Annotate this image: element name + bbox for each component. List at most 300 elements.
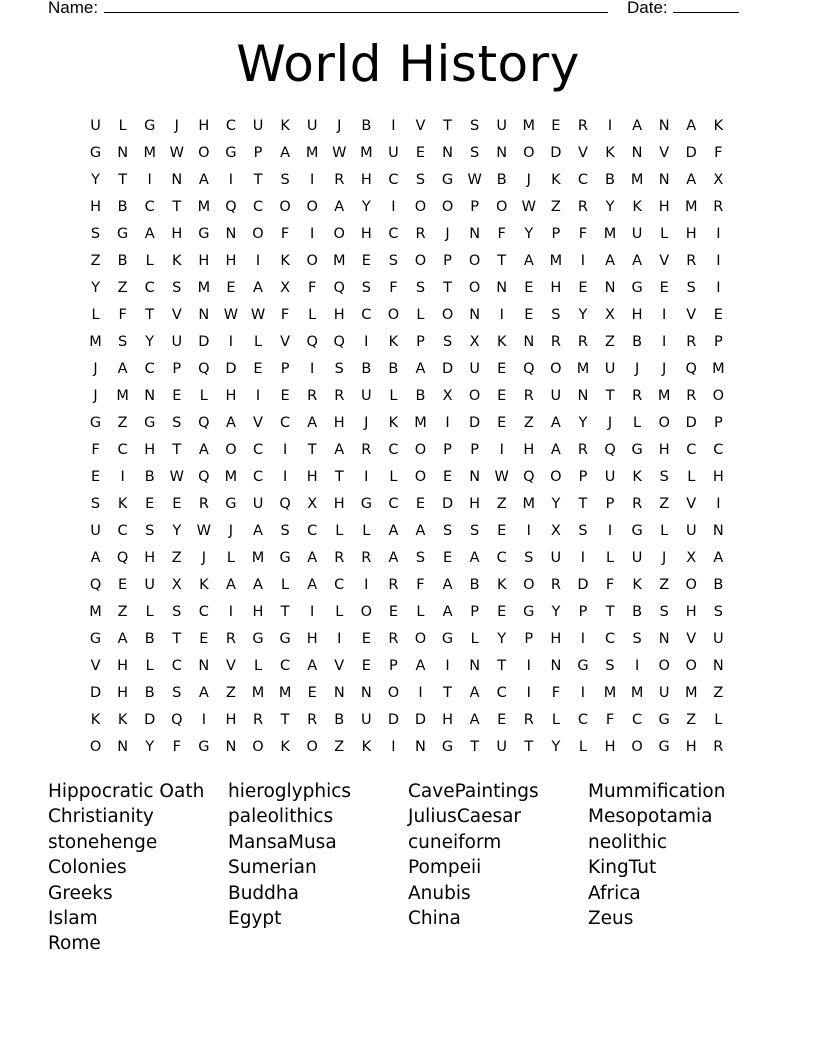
- grid-row: [82, 491, 732, 518]
- grid-letter: M: [360, 145, 373, 161]
- grid-letter: S: [551, 307, 561, 323]
- grid-letter: X: [686, 550, 697, 566]
- grid-row: [82, 464, 732, 491]
- grid-letter: A: [469, 685, 480, 701]
- grid-letter: Q: [198, 361, 210, 377]
- grid-letter: I: [147, 172, 152, 188]
- grid-letter: F: [497, 226, 506, 242]
- grid-letter: B: [415, 388, 426, 404]
- word-list-item: paleolithics: [228, 806, 334, 828]
- grid-letter: O: [496, 199, 508, 215]
- grid-letter: V: [659, 253, 670, 269]
- grid-letter: A: [686, 172, 697, 188]
- grid-letter: H: [252, 604, 264, 620]
- grid-letter: I: [580, 631, 586, 647]
- grid-letter: I: [716, 226, 721, 242]
- grid-letter: O: [306, 739, 318, 755]
- grid-row: [82, 167, 732, 194]
- grid-letter: I: [120, 469, 125, 485]
- grid-letter: J: [607, 415, 613, 431]
- grid-letter: B: [117, 199, 128, 215]
- grid-letter: R: [361, 442, 372, 458]
- grid-letter: S: [659, 469, 669, 485]
- grid-letter: A: [388, 550, 399, 566]
- grid-letter: Q: [279, 496, 291, 512]
- grid-letter: A: [225, 415, 236, 431]
- grid-letter: R: [632, 496, 643, 512]
- grid-letter: U: [469, 361, 480, 377]
- grid-letter: O: [414, 631, 427, 647]
- grid-letter: X: [171, 577, 182, 593]
- grid-letter: Z: [713, 685, 724, 701]
- grid-letter: R: [252, 712, 264, 728]
- grid-letter: L: [714, 712, 723, 728]
- grid-letter: Y: [605, 199, 615, 215]
- header-fields: [48, 0, 748, 19]
- grid-letter: U: [550, 550, 562, 566]
- grid-letter: C: [577, 172, 588, 188]
- grid-row: [82, 437, 732, 464]
- grid-letter: G: [631, 280, 643, 296]
- grid-letter: E: [172, 388, 182, 404]
- grid-letter: M: [224, 469, 238, 485]
- grid-letter: H: [685, 226, 697, 242]
- grid-letter: E: [497, 712, 507, 728]
- grid-letter: G: [225, 145, 237, 161]
- grid-letter: N: [415, 739, 426, 755]
- grid-letter: M: [685, 685, 698, 701]
- grid-letter: I: [445, 658, 450, 674]
- grid-letter: H: [117, 658, 129, 674]
- grid-letter: H: [604, 739, 616, 755]
- grid-letter: Q: [685, 361, 697, 377]
- grid-letter: P: [389, 658, 398, 674]
- grid-letter: E: [361, 631, 371, 647]
- grid-letter: V: [171, 307, 182, 323]
- grid-letter: O: [387, 307, 400, 323]
- grid-letter: E: [226, 280, 236, 296]
- grid-letter: B: [144, 631, 155, 647]
- grid-letter: G: [198, 739, 210, 755]
- grid-letter: V: [577, 145, 588, 161]
- grid-letter: Y: [361, 199, 371, 215]
- grid-letter: K: [388, 334, 399, 350]
- grid-letter: D: [387, 712, 399, 728]
- grid-letter: L: [389, 388, 398, 404]
- grid-letter: J: [634, 361, 640, 377]
- grid-letter: S: [442, 334, 453, 350]
- grid-letter: B: [144, 469, 155, 485]
- grid-letter: P: [578, 469, 588, 485]
- grid-letter: L: [308, 307, 317, 323]
- grid-letter: U: [144, 577, 155, 593]
- grid-letter: A: [307, 415, 318, 431]
- grid-row: [82, 302, 732, 329]
- grid-letter: E: [280, 388, 290, 404]
- grid-letter: I: [662, 334, 667, 350]
- grid-letter: N: [712, 523, 724, 539]
- grid-letter: H: [306, 631, 318, 647]
- grid-letter: Z: [90, 253, 101, 269]
- grid-letter: H: [225, 253, 237, 269]
- word-list-item: JuliusCaesar: [408, 806, 522, 828]
- grid-letter: L: [145, 604, 154, 620]
- grid-letter: I: [607, 523, 613, 539]
- grid-letter: R: [577, 442, 588, 458]
- grid-letter: H: [360, 226, 372, 242]
- grid-letter: C: [225, 118, 236, 134]
- grid-letter: F: [714, 145, 723, 161]
- grid-letter: I: [391, 739, 396, 755]
- grid-letter: B: [361, 361, 372, 377]
- name-label: Name:: [48, 0, 99, 17]
- grid-letter: M: [197, 199, 211, 215]
- word-list-item: CavePaintings: [408, 781, 539, 802]
- grid-letter: Q: [198, 469, 210, 485]
- grid-letter: C: [198, 604, 209, 620]
- grid-row: [82, 329, 732, 356]
- grid-letter: Q: [171, 712, 183, 728]
- grid-letter: P: [172, 361, 182, 377]
- grid-letter: X: [550, 523, 561, 539]
- grid-letter: D: [144, 712, 156, 728]
- grid-letter: D: [441, 361, 454, 377]
- grid-letter: X: [280, 280, 291, 296]
- grid-letter: I: [255, 388, 261, 404]
- grid-letter: C: [388, 172, 399, 188]
- grid-letter: I: [310, 226, 315, 242]
- grid-letter: N: [523, 334, 535, 350]
- grid-letter: A: [415, 658, 426, 674]
- grid-letter: Z: [523, 415, 534, 431]
- grid-letter: O: [550, 361, 562, 377]
- grid-letter: A: [550, 442, 561, 458]
- grid-letter: L: [145, 253, 154, 269]
- grid-letter: N: [360, 685, 372, 701]
- grid-letter: H: [144, 550, 156, 566]
- grid-letter: W: [332, 145, 347, 161]
- grid-letter: K: [199, 577, 209, 593]
- grid-letter: K: [551, 172, 561, 188]
- grid-letter: P: [713, 415, 723, 431]
- grid-letter: L: [687, 469, 696, 485]
- grid-letter: P: [253, 145, 263, 161]
- grid-letter: A: [198, 442, 209, 458]
- grid-letter: L: [416, 307, 425, 323]
- grid-letter: B: [496, 172, 507, 188]
- grid-letter: R: [334, 550, 345, 566]
- grid-letter: L: [335, 523, 344, 539]
- grid-row: [82, 194, 732, 221]
- grid-letter: Y: [578, 415, 588, 431]
- grid-letter: G: [252, 631, 264, 647]
- grid-letter: N: [550, 658, 562, 674]
- grid-letter: T: [280, 712, 290, 728]
- grid-letter: L: [416, 604, 425, 620]
- grid-letter: C: [361, 307, 372, 323]
- grid-letter: M: [549, 253, 563, 269]
- grid-letter: N: [333, 685, 345, 701]
- grid-letter: F: [307, 280, 317, 296]
- grid-letter: L: [551, 712, 560, 728]
- grid-letter: L: [226, 550, 235, 566]
- grid-letter: W: [250, 307, 266, 323]
- grid-letter: H: [685, 739, 697, 755]
- grid-letter: T: [443, 280, 452, 296]
- grid-letter: Q: [306, 334, 318, 350]
- grid-letter: M: [143, 145, 156, 161]
- grid-letter: R: [577, 118, 588, 134]
- grid-letter: H: [442, 712, 453, 728]
- grid-letter: M: [603, 226, 617, 242]
- grid-letter: I: [662, 307, 667, 323]
- grid-letter: S: [280, 172, 290, 188]
- grid-letter: Z: [686, 712, 697, 728]
- grid-letter: C: [252, 199, 264, 215]
- grid-letter: A: [307, 550, 318, 566]
- grid-letter: K: [117, 496, 128, 512]
- grid-letter: Y: [145, 739, 155, 755]
- grid-letter: R: [550, 334, 561, 350]
- grid-letter: J: [337, 118, 342, 134]
- grid-letter: A: [307, 577, 318, 593]
- grid-letter: N: [117, 145, 129, 161]
- grid-letter: Y: [578, 307, 588, 323]
- grid-letter: U: [631, 226, 643, 242]
- grid-letter: R: [334, 172, 345, 188]
- grid-letter: M: [305, 145, 319, 161]
- grid-letter: S: [632, 631, 642, 647]
- grid-letter: A: [632, 253, 643, 269]
- grid-letter: H: [225, 388, 237, 404]
- grid-letter: G: [441, 631, 454, 647]
- grid-row: [82, 356, 732, 383]
- grid-letter: I: [634, 658, 640, 674]
- grid-letter: T: [470, 739, 480, 755]
- grid-letter: T: [118, 172, 128, 188]
- grid-letter: Y: [91, 280, 100, 296]
- grid-letter: S: [605, 658, 615, 674]
- grid-letter: I: [445, 415, 450, 431]
- grid-letter: Z: [171, 550, 182, 566]
- grid-letter: B: [469, 577, 480, 593]
- grid-letter: R: [686, 253, 697, 269]
- grid-letter: F: [416, 577, 425, 593]
- grid-letter: U: [604, 361, 616, 377]
- grid-letter: C: [632, 712, 643, 728]
- grid-letter: A: [442, 577, 453, 593]
- grid-row: [82, 572, 732, 599]
- grid-row: [82, 680, 732, 707]
- grid-letter: Q: [523, 469, 535, 485]
- grid-letter: Z: [225, 685, 236, 701]
- grid-letter: L: [253, 334, 263, 350]
- grid-letter: O: [468, 253, 481, 269]
- grid-letter: W: [169, 469, 184, 485]
- grid-letter: O: [468, 280, 481, 296]
- grid-letter: H: [550, 280, 562, 296]
- grid-letter: A: [523, 253, 534, 269]
- grid-letter: W: [196, 523, 212, 539]
- grid-letter: S: [172, 280, 182, 296]
- grid-letter: H: [658, 442, 670, 458]
- grid-letter: J: [201, 550, 206, 566]
- grid-letter: C: [577, 712, 588, 728]
- grid-letter: I: [580, 550, 586, 566]
- word-list-item: Christianity: [48, 806, 154, 828]
- grid-letter: O: [387, 685, 400, 701]
- grid-letter: E: [199, 631, 209, 647]
- grid-letter: M: [712, 361, 725, 377]
- grid-letter: F: [551, 685, 561, 701]
- grid-letter: E: [442, 469, 453, 485]
- grid-letter: N: [144, 388, 156, 404]
- grid-letter: D: [685, 145, 697, 161]
- grid-letter: G: [279, 550, 291, 566]
- grid-letter: T: [443, 685, 452, 701]
- grid-row: [82, 707, 732, 734]
- grid-letter: M: [89, 604, 102, 620]
- word-list-item: Zeus: [588, 907, 634, 929]
- grid-letter: U: [713, 631, 724, 647]
- grid-letter: C: [144, 199, 155, 215]
- grid-letter: V: [225, 658, 236, 674]
- grid-letter: C: [280, 658, 291, 674]
- grid-letter: N: [469, 226, 481, 242]
- grid-letter: U: [550, 388, 562, 404]
- grid-letter: I: [607, 118, 613, 134]
- grid-letter: K: [117, 712, 128, 728]
- grid-letter: R: [225, 631, 236, 647]
- grid-letter: A: [144, 226, 155, 242]
- grid-letter: O: [225, 442, 237, 458]
- grid-letter: I: [282, 469, 288, 485]
- grid-letter: M: [278, 685, 292, 701]
- grid-letter: D: [550, 145, 562, 161]
- grid-letter: J: [526, 172, 531, 188]
- grid-letter: E: [497, 523, 507, 539]
- grid-letter: C: [388, 496, 399, 512]
- grid-letter: Q: [333, 334, 345, 350]
- grid-letter: Z: [117, 415, 128, 431]
- grid-letter: P: [605, 496, 615, 512]
- grid-letter: R: [632, 388, 643, 404]
- grid-letter: P: [578, 604, 588, 620]
- grid-letter: R: [334, 388, 345, 404]
- grid-letter: R: [686, 388, 697, 404]
- grid-letter: M: [576, 361, 590, 377]
- grid-letter: K: [280, 739, 290, 755]
- word-list-item: Anubis: [408, 882, 471, 904]
- grid-letter: P: [713, 334, 723, 350]
- grid-letter: M: [657, 388, 671, 404]
- grid-letter: B: [605, 172, 615, 188]
- grid-row: [82, 221, 732, 248]
- grid-letter: I: [580, 253, 586, 269]
- grid-letter: C: [280, 415, 291, 431]
- grid-letter: B: [334, 712, 345, 728]
- grid-letter: T: [497, 253, 507, 269]
- grid-letter: K: [90, 712, 101, 728]
- grid-letter: R: [307, 388, 318, 404]
- grid-letter: J: [93, 388, 98, 404]
- grid-letter: U: [685, 523, 697, 539]
- grid-row: [82, 626, 732, 653]
- grid-letter: H: [550, 631, 562, 647]
- grid-letter: I: [526, 685, 531, 701]
- grid-letter: R: [713, 199, 724, 215]
- grid-letter: M: [89, 334, 102, 350]
- grid-letter: P: [443, 442, 452, 458]
- grid-letter: Y: [91, 172, 100, 188]
- grid-letter: I: [310, 361, 315, 377]
- grid-letter: J: [662, 361, 667, 377]
- grid-letter: D: [414, 712, 427, 728]
- grid-letter: L: [118, 118, 127, 134]
- grid-letter: E: [497, 604, 507, 620]
- grid-letter: K: [496, 334, 507, 350]
- grid-letter: E: [361, 658, 371, 674]
- grid-letter: C: [388, 226, 399, 242]
- grid-letter: E: [415, 496, 426, 512]
- grid-letter: O: [523, 145, 535, 161]
- grid-letter: T: [605, 388, 615, 404]
- grid-letter: A: [632, 118, 643, 134]
- grid-letter: A: [253, 280, 263, 296]
- grid-letter: D: [198, 334, 210, 350]
- grid-letter: K: [172, 253, 182, 269]
- grid-letter: S: [388, 253, 398, 269]
- grid-letter: I: [418, 685, 423, 701]
- grid-letter: I: [716, 496, 721, 512]
- grid-letter: O: [441, 307, 454, 323]
- grid-letter: N: [198, 658, 210, 674]
- grid-letter: P: [470, 199, 479, 215]
- grid-letter: V: [280, 334, 291, 350]
- grid-letter: I: [255, 253, 261, 269]
- grid-letter: N: [658, 631, 670, 647]
- grid-letter: H: [333, 496, 345, 512]
- word-list-item: Greeks: [48, 882, 113, 904]
- grid-letter: H: [198, 253, 210, 269]
- grid-letter: R: [577, 334, 588, 350]
- grid-letter: L: [253, 658, 263, 674]
- grid-letter: L: [633, 415, 642, 431]
- grid-letter: Z: [117, 604, 128, 620]
- grid-letter: O: [658, 415, 670, 431]
- grid-letter: R: [713, 739, 724, 755]
- grid-letter: B: [144, 685, 155, 701]
- grid-letter: N: [469, 469, 481, 485]
- grid-letter: Z: [117, 280, 128, 296]
- grid-letter: V: [253, 415, 263, 431]
- name-blank-line: [104, 12, 608, 13]
- grid-letter: K: [388, 415, 399, 431]
- grid-letter: H: [360, 172, 372, 188]
- grid-letter: G: [89, 631, 102, 647]
- grid-letter: W: [169, 145, 184, 161]
- grid-letter: O: [279, 199, 291, 215]
- grid-letter: E: [415, 145, 426, 161]
- grid-letter: X: [469, 334, 480, 350]
- grid-letter: N: [117, 739, 129, 755]
- grid-letter: P: [280, 361, 290, 377]
- grid-letter: V: [686, 496, 697, 512]
- word-list-item: MansaMusa: [228, 831, 337, 853]
- grid-letter: G: [225, 496, 237, 512]
- word-list-item: China: [408, 907, 461, 929]
- grid-letter: K: [632, 469, 642, 485]
